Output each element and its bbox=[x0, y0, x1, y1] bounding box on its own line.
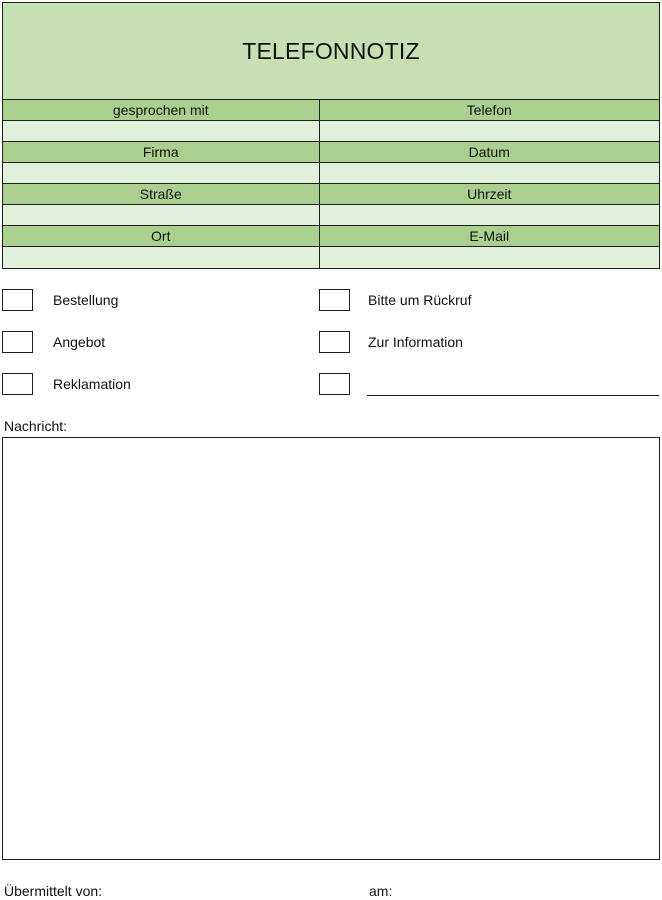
gesprochen-mit-input[interactable] bbox=[3, 121, 320, 141]
checkbox-row-bestellung[interactable] bbox=[2, 289, 118, 311]
transmitted-by-label: Übermittelt von: bbox=[4, 883, 103, 899]
table-row bbox=[3, 184, 659, 205]
bestellung-checkbox[interactable] bbox=[2, 289, 33, 311]
ort-label: Ort bbox=[3, 226, 320, 246]
other-checkbox[interactable] bbox=[319, 373, 350, 395]
datum-input[interactable] bbox=[320, 163, 659, 183]
form-title: TELEFONNOTIZ bbox=[3, 3, 659, 100]
telefon-label: Telefon bbox=[320, 100, 659, 120]
gesprochen-mit-label: gesprochen mit bbox=[3, 100, 320, 120]
reklamation-label: Reklamation bbox=[53, 376, 131, 392]
datum-label: Datum bbox=[320, 142, 659, 162]
firma-label: Firma bbox=[3, 142, 320, 162]
checkbox-row-reklamation[interactable] bbox=[2, 373, 131, 395]
email-label: E-Mail bbox=[320, 226, 659, 246]
strasse-input[interactable] bbox=[3, 205, 320, 225]
message-label: Nachricht: bbox=[4, 418, 68, 434]
reklamation-checkbox[interactable] bbox=[2, 373, 33, 395]
date-label: am: bbox=[369, 883, 393, 899]
email-input[interactable] bbox=[320, 247, 659, 268]
table-row bbox=[3, 121, 659, 142]
message-textarea[interactable] bbox=[2, 437, 660, 860]
bestellung-label: Bestellung bbox=[53, 292, 119, 308]
other-input-line[interactable] bbox=[367, 395, 659, 396]
angebot-label: Angebot bbox=[53, 334, 106, 350]
table-row bbox=[3, 142, 659, 163]
table-row bbox=[3, 226, 659, 247]
strasse-label: Straße bbox=[3, 184, 320, 204]
rueckruf-checkbox[interactable] bbox=[319, 289, 350, 311]
contact-info-table bbox=[2, 2, 660, 269]
angebot-checkbox[interactable] bbox=[2, 331, 33, 353]
uhrzeit-input[interactable] bbox=[320, 205, 659, 225]
table-row bbox=[3, 100, 659, 121]
table-row bbox=[3, 205, 659, 226]
checkbox-row-rueckruf[interactable] bbox=[319, 289, 471, 311]
table-row bbox=[3, 163, 659, 184]
ort-input[interactable] bbox=[3, 247, 320, 268]
uhrzeit-label: Uhrzeit bbox=[320, 184, 659, 204]
checkbox-row-other[interactable] bbox=[319, 373, 368, 395]
checkbox-row-angebot[interactable] bbox=[2, 331, 105, 353]
information-checkbox[interactable] bbox=[319, 331, 350, 353]
rueckruf-label: Bitte um Rückruf bbox=[368, 292, 472, 308]
information-label: Zur Information bbox=[368, 334, 463, 350]
table-row bbox=[3, 247, 659, 268]
telefon-input[interactable] bbox=[320, 121, 659, 141]
checkbox-row-information[interactable] bbox=[319, 331, 463, 353]
firma-input[interactable] bbox=[3, 163, 320, 183]
